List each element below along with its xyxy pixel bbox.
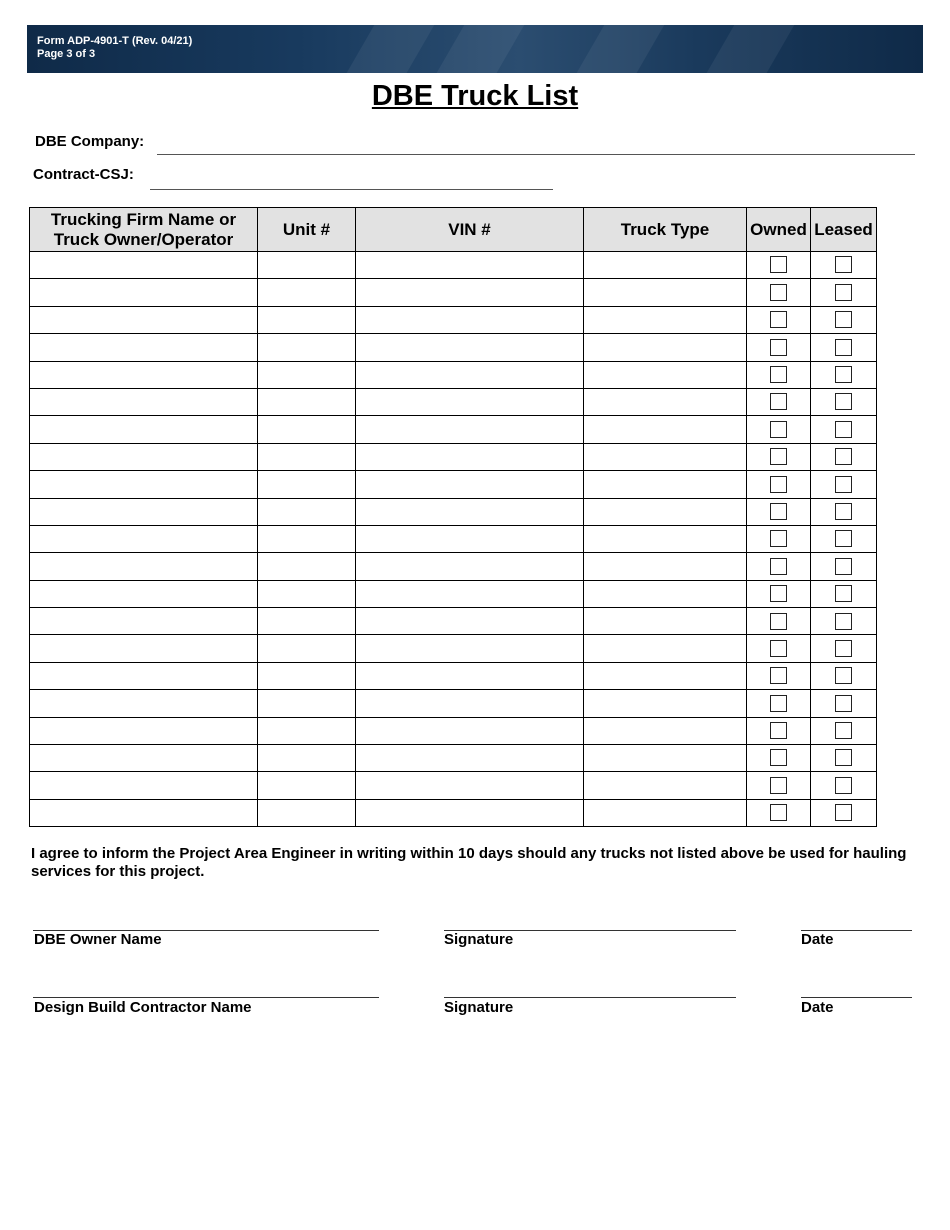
- leased-checkbox[interactable]: [835, 448, 852, 465]
- vin-cell[interactable]: [356, 525, 584, 552]
- owned-cell: [747, 252, 811, 279]
- col-header-firm: Trucking Firm Name or Truck Owner/Operator: [30, 208, 258, 252]
- firm-cell[interactable]: [30, 252, 258, 279]
- truck-type-cell[interactable]: [584, 334, 747, 361]
- table-row: [30, 772, 877, 799]
- leased-cell: [811, 471, 877, 498]
- unit-cell[interactable]: [258, 717, 356, 744]
- leased-checkbox[interactable]: [835, 311, 852, 328]
- table-row: [30, 306, 877, 333]
- firm-cell[interactable]: [30, 306, 258, 333]
- truck-type-cell[interactable]: [584, 471, 747, 498]
- agreement-statement: I agree to inform the Project Area Engineer in writing within 10 days should any trucks not listed above be used for hauling services for this project.: [31, 845, 907, 880]
- dbe-company-field[interactable]: [157, 154, 915, 155]
- truck-type-cell[interactable]: [584, 388, 747, 415]
- firm-cell[interactable]: [30, 690, 258, 717]
- owned-cell: [747, 443, 811, 470]
- owned-cell: [747, 553, 811, 580]
- truck-type-cell[interactable]: [584, 635, 747, 662]
- unit-cell[interactable]: [258, 553, 356, 580]
- firm-cell[interactable]: [30, 279, 258, 306]
- firm-cell[interactable]: [30, 662, 258, 689]
- vin-cell[interactable]: [356, 799, 584, 826]
- vin-cell[interactable]: [356, 252, 584, 279]
- leased-cell: [811, 252, 877, 279]
- leased-cell: [811, 580, 877, 607]
- unit-cell[interactable]: [258, 334, 356, 361]
- truck-type-cell[interactable]: [584, 553, 747, 580]
- table-row: [30, 608, 877, 635]
- leased-cell: [811, 306, 877, 333]
- unit-cell[interactable]: [258, 306, 356, 333]
- table-row: [30, 334, 877, 361]
- firm-cell[interactable]: [30, 334, 258, 361]
- owned-cell: [747, 580, 811, 607]
- table-row: [30, 662, 877, 689]
- vin-cell[interactable]: [356, 306, 584, 333]
- owned-checkbox[interactable]: [770, 448, 787, 465]
- owned-checkbox[interactable]: [770, 640, 787, 657]
- signature-label-2: Signature: [444, 999, 514, 1016]
- table-row: [30, 443, 877, 470]
- owned-cell: [747, 608, 811, 635]
- vin-cell[interactable]: [356, 388, 584, 415]
- signature-label-1: Signature: [444, 931, 514, 948]
- contract-csj-label: Contract-CSJ:: [33, 166, 134, 183]
- leased-checkbox[interactable]: [835, 530, 852, 547]
- owned-checkbox[interactable]: [770, 421, 787, 438]
- unit-cell[interactable]: [258, 772, 356, 799]
- leased-checkbox[interactable]: [835, 476, 852, 493]
- leased-checkbox[interactable]: [835, 695, 852, 712]
- form-id-block: [37, 35, 192, 61]
- contractor-name-line[interactable]: [33, 997, 379, 998]
- firm-cell[interactable]: [30, 471, 258, 498]
- owned-cell: [747, 525, 811, 552]
- vin-cell[interactable]: [356, 717, 584, 744]
- vin-cell[interactable]: [356, 416, 584, 443]
- unit-cell[interactable]: [258, 252, 356, 279]
- date-label-1: Date: [801, 931, 834, 948]
- signature-line-2[interactable]: [444, 997, 736, 998]
- leased-checkbox[interactable]: [835, 421, 852, 438]
- firm-cell[interactable]: [30, 772, 258, 799]
- owned-cell: [747, 690, 811, 717]
- table-row: [30, 690, 877, 717]
- contractor-name-label: Design Build Contractor Name: [34, 999, 252, 1016]
- truck-type-cell[interactable]: [584, 690, 747, 717]
- leased-cell: [811, 416, 877, 443]
- unit-cell[interactable]: [258, 690, 356, 717]
- leased-checkbox[interactable]: [835, 804, 852, 821]
- table-row: [30, 416, 877, 443]
- truck-type-cell[interactable]: [584, 361, 747, 388]
- leased-checkbox[interactable]: [835, 339, 852, 356]
- date-line-2[interactable]: [801, 997, 912, 998]
- owned-cell: [747, 361, 811, 388]
- leased-cell: [811, 608, 877, 635]
- unit-cell[interactable]: [258, 498, 356, 525]
- leased-cell: [811, 334, 877, 361]
- owned-checkbox[interactable]: [770, 366, 787, 383]
- table-row: [30, 388, 877, 415]
- vin-cell[interactable]: [356, 361, 584, 388]
- firm-cell[interactable]: [30, 443, 258, 470]
- leased-checkbox[interactable]: [835, 503, 852, 520]
- vin-cell[interactable]: [356, 553, 584, 580]
- unit-cell[interactable]: [258, 608, 356, 635]
- truck-type-cell[interactable]: [584, 525, 747, 552]
- unit-cell[interactable]: [258, 443, 356, 470]
- leased-cell: [811, 662, 877, 689]
- owned-cell: [747, 799, 811, 826]
- owned-cell: [747, 662, 811, 689]
- leased-checkbox[interactable]: [835, 393, 852, 410]
- leased-cell: [811, 717, 877, 744]
- leased-checkbox[interactable]: [835, 777, 852, 794]
- unit-cell[interactable]: [258, 388, 356, 415]
- unit-cell[interactable]: [258, 745, 356, 772]
- leased-cell: [811, 279, 877, 306]
- truck-type-cell[interactable]: [584, 306, 747, 333]
- leased-checkbox[interactable]: [835, 558, 852, 575]
- vin-cell[interactable]: [356, 334, 584, 361]
- vin-cell[interactable]: [356, 471, 584, 498]
- leased-checkbox[interactable]: [835, 640, 852, 657]
- owned-checkbox[interactable]: [770, 777, 787, 794]
- leased-cell: [811, 361, 877, 388]
- leased-cell: [811, 443, 877, 470]
- unit-cell[interactable]: [258, 471, 356, 498]
- truck-type-cell[interactable]: [584, 799, 747, 826]
- col-header-owned: Owned: [747, 208, 811, 252]
- truck-type-cell[interactable]: [584, 252, 747, 279]
- vin-cell[interactable]: [356, 745, 584, 772]
- owned-checkbox[interactable]: [770, 284, 787, 301]
- table-row: [30, 799, 877, 826]
- leased-cell: [811, 635, 877, 662]
- owned-checkbox[interactable]: [770, 749, 787, 766]
- vin-cell[interactable]: [356, 635, 584, 662]
- date-label-2: Date: [801, 999, 834, 1016]
- col-header-vin: VIN #: [356, 208, 584, 252]
- unit-cell[interactable]: [258, 279, 356, 306]
- owned-checkbox[interactable]: [770, 585, 787, 602]
- unit-cell[interactable]: [258, 580, 356, 607]
- owned-checkbox[interactable]: [770, 613, 787, 630]
- col-header-leased: Leased: [811, 208, 877, 252]
- leased-checkbox[interactable]: [835, 667, 852, 684]
- unit-cell[interactable]: [258, 799, 356, 826]
- vin-cell[interactable]: [356, 443, 584, 470]
- owned-cell: [747, 471, 811, 498]
- truck-type-cell[interactable]: [584, 498, 747, 525]
- form-header-banner: [27, 25, 923, 73]
- leased-checkbox[interactable]: [835, 585, 852, 602]
- leased-cell: [811, 772, 877, 799]
- firm-cell[interactable]: [30, 717, 258, 744]
- leased-checkbox[interactable]: [835, 284, 852, 301]
- table-row: [30, 525, 877, 552]
- unit-cell[interactable]: [258, 662, 356, 689]
- dbe-owner-name-label: DBE Owner Name: [34, 931, 162, 948]
- truck-type-cell[interactable]: [584, 608, 747, 635]
- col-header-truck-type: Truck Type: [584, 208, 747, 252]
- owned-checkbox[interactable]: [770, 311, 787, 328]
- table-row: [30, 553, 877, 580]
- owned-checkbox[interactable]: [770, 804, 787, 821]
- firm-cell[interactable]: [30, 416, 258, 443]
- leased-cell: [811, 745, 877, 772]
- owned-checkbox[interactable]: [770, 722, 787, 739]
- page-title: DBE Truck List: [371, 80, 579, 112]
- owned-cell: [747, 498, 811, 525]
- leased-checkbox[interactable]: [835, 256, 852, 273]
- leased-cell: [811, 553, 877, 580]
- firm-cell[interactable]: [30, 553, 258, 580]
- owned-cell: [747, 635, 811, 662]
- firm-cell[interactable]: [30, 745, 258, 772]
- owned-checkbox[interactable]: [770, 667, 787, 684]
- truck-type-cell[interactable]: [584, 745, 747, 772]
- owned-cell: [747, 772, 811, 799]
- leased-checkbox[interactable]: [835, 613, 852, 630]
- table-row: [30, 279, 877, 306]
- firm-cell[interactable]: [30, 580, 258, 607]
- truck-list-table: [29, 207, 877, 827]
- contract-csj-field[interactable]: [150, 189, 553, 190]
- table-header-row: [30, 208, 877, 252]
- vin-cell[interactable]: [356, 772, 584, 799]
- firm-cell[interactable]: [30, 799, 258, 826]
- vin-cell[interactable]: [356, 662, 584, 689]
- truck-type-cell[interactable]: [584, 580, 747, 607]
- leased-cell: [811, 525, 877, 552]
- owned-cell: [747, 745, 811, 772]
- table-row: [30, 252, 877, 279]
- firm-cell[interactable]: [30, 608, 258, 635]
- owned-cell: [747, 279, 811, 306]
- table-row: [30, 580, 877, 607]
- owned-checkbox[interactable]: [770, 503, 787, 520]
- leased-cell: [811, 388, 877, 415]
- owned-cell: [747, 306, 811, 333]
- owned-cell: [747, 416, 811, 443]
- leased-checkbox[interactable]: [835, 749, 852, 766]
- vin-cell[interactable]: [356, 690, 584, 717]
- owned-checkbox[interactable]: [770, 339, 787, 356]
- owned-checkbox[interactable]: [770, 256, 787, 273]
- truck-type-cell[interactable]: [584, 662, 747, 689]
- owned-checkbox[interactable]: [770, 476, 787, 493]
- owned-checkbox[interactable]: [770, 558, 787, 575]
- page-indicator: Page 3 of 3: [37, 48, 96, 60]
- leased-checkbox[interactable]: [835, 366, 852, 383]
- owned-cell: [747, 388, 811, 415]
- leased-cell: [811, 799, 877, 826]
- unit-cell[interactable]: [258, 635, 356, 662]
- firm-cell[interactable]: [30, 525, 258, 552]
- firm-cell[interactable]: [30, 388, 258, 415]
- table-row: [30, 717, 877, 744]
- truck-type-cell[interactable]: [584, 772, 747, 799]
- owned-checkbox[interactable]: [770, 530, 787, 547]
- leased-cell: [811, 690, 877, 717]
- owned-checkbox[interactable]: [770, 393, 787, 410]
- owned-cell: [747, 717, 811, 744]
- truck-type-cell[interactable]: [584, 279, 747, 306]
- col-header-unit: Unit #: [258, 208, 356, 252]
- table-row: [30, 471, 877, 498]
- truck-type-cell[interactable]: [584, 717, 747, 744]
- owned-checkbox[interactable]: [770, 695, 787, 712]
- truck-type-cell[interactable]: [584, 443, 747, 470]
- table-row: [30, 498, 877, 525]
- dbe-company-label: DBE Company:: [35, 133, 145, 150]
- table-row: [30, 745, 877, 772]
- vin-cell[interactable]: [356, 608, 584, 635]
- firm-cell[interactable]: [30, 635, 258, 662]
- table-row: [30, 361, 877, 388]
- leased-checkbox[interactable]: [835, 722, 852, 739]
- firm-cell[interactable]: [30, 498, 258, 525]
- vin-cell[interactable]: [356, 279, 584, 306]
- truck-type-cell[interactable]: [584, 416, 747, 443]
- leased-cell: [811, 498, 877, 525]
- vin-cell[interactable]: [356, 498, 584, 525]
- unit-cell[interactable]: [258, 361, 356, 388]
- table-row: [30, 635, 877, 662]
- vin-cell[interactable]: [356, 580, 584, 607]
- unit-cell[interactable]: [258, 416, 356, 443]
- firm-cell[interactable]: [30, 361, 258, 388]
- owned-cell: [747, 334, 811, 361]
- unit-cell[interactable]: [258, 525, 356, 552]
- form-id: Form ADP-4901-T (Rev. 04/21): [37, 35, 193, 47]
